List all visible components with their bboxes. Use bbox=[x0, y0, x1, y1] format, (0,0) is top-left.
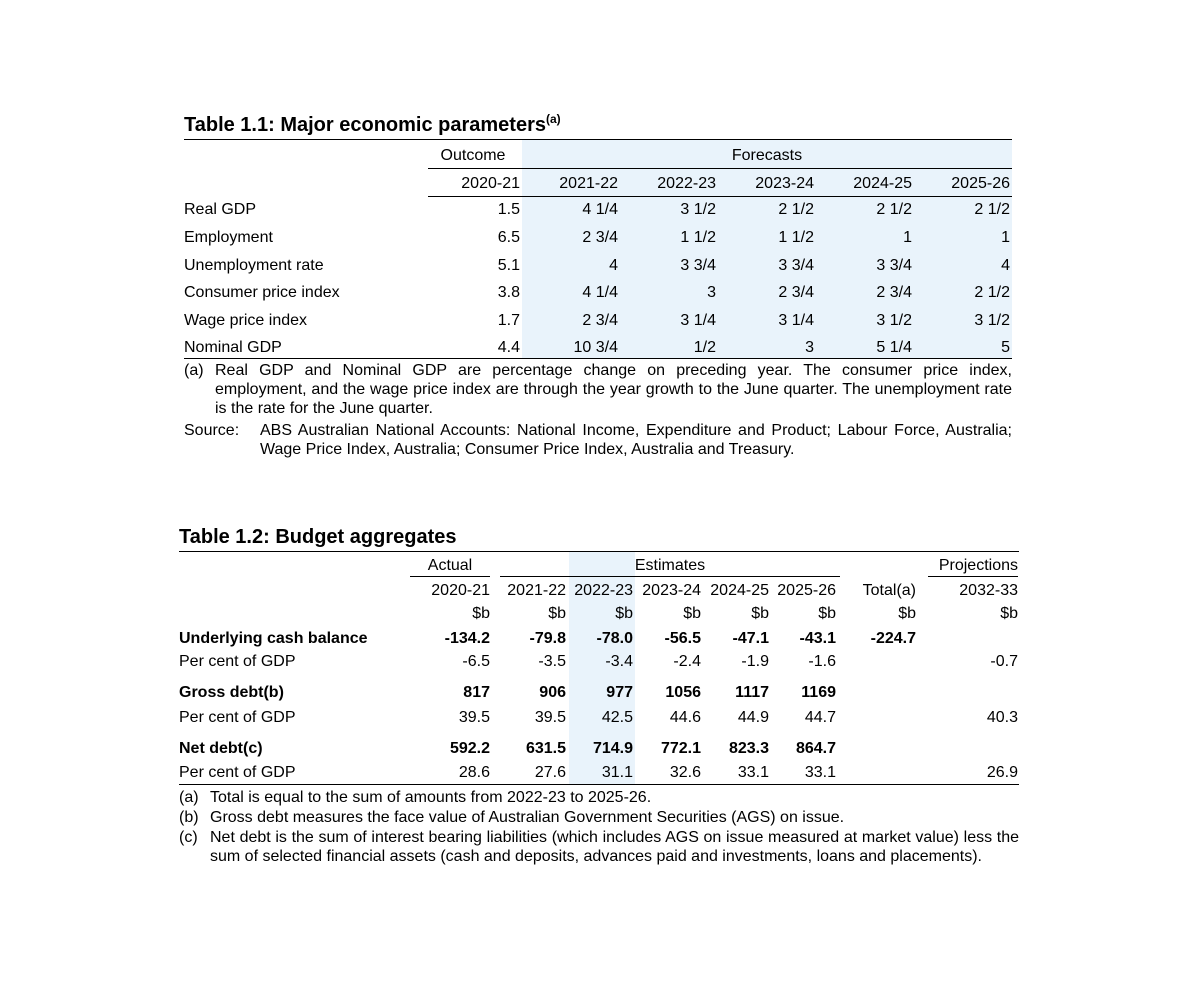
table2-row-label: Underlying cash balance bbox=[179, 630, 368, 647]
table2-year: 2032-33 bbox=[959, 582, 1018, 599]
table2-note-a bbox=[179, 788, 1019, 807]
table1-year: 2024-25 bbox=[853, 175, 912, 192]
table2-cell: -1.9 bbox=[741, 653, 769, 670]
table1-cell: 1.7 bbox=[497, 312, 520, 329]
table1-cell: 2 3/4 bbox=[876, 284, 912, 301]
table2-cell: 39.5 bbox=[458, 709, 490, 726]
table2-cell: -224.7 bbox=[870, 630, 916, 647]
table1-cell: 5.1 bbox=[497, 257, 520, 274]
table2-unit: $b bbox=[751, 605, 769, 622]
table1-row-label: Unemployment rate bbox=[184, 257, 324, 274]
table2-year: 2023-24 bbox=[642, 582, 701, 599]
table1-bottom-rule bbox=[184, 358, 1012, 359]
table2-cell: 40.3 bbox=[986, 709, 1018, 726]
table1-cell: 2 3/4 bbox=[582, 229, 618, 246]
table2-cell: 772.1 bbox=[660, 740, 701, 757]
table1-cell: 2 1/2 bbox=[974, 284, 1010, 301]
table1-cell: 3 1/2 bbox=[680, 201, 716, 218]
table1-group-outcome: Outcome bbox=[440, 147, 506, 164]
table1-cell: 1 bbox=[903, 229, 912, 246]
table1-cell: 3 1/4 bbox=[680, 312, 716, 329]
table2-cell: -79.8 bbox=[529, 630, 566, 647]
table1-cell: 2 1/2 bbox=[974, 201, 1010, 218]
table2-unit: $b bbox=[898, 605, 916, 622]
table2-cell: 1169 bbox=[801, 684, 836, 701]
table1-row-label: Real GDP bbox=[184, 201, 257, 218]
table2-actual-rule bbox=[410, 576, 490, 577]
table2-cell: 31.1 bbox=[601, 764, 633, 781]
table2-cell: 977 bbox=[606, 684, 633, 701]
table1-group-rule bbox=[428, 168, 1012, 169]
table2-cell: 592.2 bbox=[449, 740, 490, 757]
table1-cell: 1 1/2 bbox=[778, 229, 814, 246]
table2-cell: -2.4 bbox=[673, 653, 701, 670]
table1-cell: 3 bbox=[805, 339, 814, 356]
table2-unit: $b bbox=[1000, 605, 1018, 622]
table1-year: 2021-22 bbox=[559, 175, 618, 192]
table2-cell: 33.1 bbox=[804, 764, 836, 781]
table1-cell: 3 3/4 bbox=[876, 257, 912, 274]
table1-cell: 2 3/4 bbox=[582, 312, 618, 329]
table2-note-c-text: Net debt is the sum of interest bearing liabilities (which includes AGS on issue measured at market value) less the sum of selected financial assets (cash and deposits, advances paid and investments, loans and placements). bbox=[210, 829, 1019, 865]
table2-cell: -3.5 bbox=[538, 653, 566, 670]
table2-note-c bbox=[179, 828, 1019, 866]
table1-cell: 2 3/4 bbox=[778, 284, 814, 301]
table2-cell: 26.9 bbox=[986, 764, 1018, 781]
table1-source-label: Source: bbox=[184, 422, 240, 439]
table2-year: 2020-21 bbox=[431, 582, 490, 599]
table1-cell: 3 3/4 bbox=[680, 257, 716, 274]
table2-cell: 823.3 bbox=[728, 740, 769, 757]
table2-cell: 28.6 bbox=[458, 764, 490, 781]
table2-cell: -6.5 bbox=[462, 653, 490, 670]
table1-year: 2025-26 bbox=[951, 175, 1010, 192]
table2-row-label: Per cent of GDP bbox=[179, 653, 296, 670]
table2-group-estimates: Estimates bbox=[634, 557, 706, 574]
table2-cell: 906 bbox=[539, 684, 566, 701]
table2-cell: -134.2 bbox=[444, 630, 490, 647]
table1-row-label: Employment bbox=[184, 229, 273, 246]
table2-group-projections: Projections bbox=[938, 557, 1018, 574]
table2-cell: 33.1 bbox=[737, 764, 769, 781]
table2-unit: $b bbox=[818, 605, 836, 622]
table2-note-b-text: Gross debt measures the face value of Australian Government Securities (AGS) on issue. bbox=[210, 809, 845, 826]
table1-note-a bbox=[184, 361, 1012, 418]
table1-cell: 4 bbox=[1001, 257, 1010, 274]
table2-cell: 42.5 bbox=[601, 709, 633, 726]
table1-source bbox=[184, 421, 1012, 459]
table2-title: Table 1.2: Budget aggregates bbox=[179, 526, 457, 548]
table1-cell: 4 bbox=[609, 257, 618, 274]
table2-cell: 864.7 bbox=[795, 740, 836, 757]
table2-year: 2025-26 bbox=[777, 582, 836, 599]
table2-cell: 1056 bbox=[665, 684, 701, 701]
table2-note-b bbox=[179, 808, 1019, 827]
table2-unit: $b bbox=[683, 605, 701, 622]
table2-cell: 39.5 bbox=[534, 709, 566, 726]
table1-cell: 2 1/2 bbox=[876, 201, 912, 218]
table2-cell: 631.5 bbox=[525, 740, 566, 757]
table2-cell: 27.6 bbox=[534, 764, 566, 781]
table1-cell: 3.8 bbox=[497, 284, 520, 301]
table2-cell: -43.1 bbox=[799, 630, 836, 647]
table2-cell: 44.9 bbox=[737, 709, 769, 726]
table2-cell: 44.7 bbox=[804, 709, 836, 726]
table2-year: Total(a) bbox=[862, 582, 916, 599]
table1-cell: 4 1/4 bbox=[582, 284, 618, 301]
table1-cell: 3 1/2 bbox=[876, 312, 912, 329]
table1-year: 2022-23 bbox=[657, 175, 716, 192]
table2-note-c-label: (c) bbox=[179, 829, 198, 846]
table1-cell: 3 1/2 bbox=[974, 312, 1010, 329]
table1-cell: 6.5 bbox=[497, 229, 520, 246]
table2-cell: 32.6 bbox=[669, 764, 701, 781]
table2-projections-rule bbox=[928, 576, 1018, 577]
table1-cell: 1 1/2 bbox=[680, 229, 716, 246]
table2-estimates-rule bbox=[500, 576, 840, 577]
table1-row-label: Nominal GDP bbox=[184, 339, 282, 356]
table1-year-rule bbox=[428, 196, 1012, 197]
table1-year: 2023-24 bbox=[755, 175, 814, 192]
table1-row-label: Consumer price index bbox=[184, 284, 340, 301]
table2-row-label: Per cent of GDP bbox=[179, 709, 296, 726]
table1-cell: 1/2 bbox=[693, 339, 716, 356]
table2-unit: $b bbox=[615, 605, 633, 622]
table2-group-actual: Actual bbox=[427, 557, 473, 574]
table1-title: Table 1.1: Major economic parameters$^{(a)}$ bbox=[184, 112, 561, 136]
table2-row-label: Gross debt(b) bbox=[179, 684, 284, 701]
table1-source-text: ABS Australian National Accounts: National Income, Expenditure and Product; Labour Force, Australia; Wage Price Index, Australia; Consumer Price Index, Australia and Treasury. bbox=[260, 422, 1012, 458]
table2-row-label: Per cent of GDP bbox=[179, 764, 296, 781]
table2-cell: 44.6 bbox=[669, 709, 701, 726]
table1-year: 2020-21 bbox=[461, 175, 520, 192]
table1-cell: 2 1/2 bbox=[778, 201, 814, 218]
table2-cell: -56.5 bbox=[664, 630, 701, 647]
table1-group-forecasts: Forecasts bbox=[731, 147, 803, 164]
table1-cell: 3 1/4 bbox=[778, 312, 814, 329]
table2-unit: $b bbox=[472, 605, 490, 622]
table1-cell: 3 3/4 bbox=[778, 257, 814, 274]
table1-cell: 4 1/4 bbox=[582, 201, 618, 218]
table2-unit: $b bbox=[548, 605, 566, 622]
table1-cell: 5 bbox=[1001, 339, 1010, 356]
table2-bottom-rule bbox=[179, 784, 1019, 785]
table1-cell: 4.4 bbox=[497, 339, 520, 356]
table1-note-a-label: (a) bbox=[184, 362, 204, 379]
table2-note-a-label: (a) bbox=[179, 789, 199, 806]
table2-cell: -1.6 bbox=[808, 653, 836, 670]
table2-note-a-text: Total is equal to the sum of amounts from 2022-23 to 2025-26. bbox=[210, 789, 652, 806]
table2-row-label: Net debt(c) bbox=[179, 740, 263, 757]
table1-cell: 10 3/4 bbox=[573, 339, 618, 356]
table1-cell: 3 bbox=[707, 284, 716, 301]
table1-note-a-text: Real GDP and Nominal GDP are percentage change on preceding year. The consumer price index, employment, and the wage price index are through the year growth to the June quarter. The unemployment rate is the rate for the June quarter. bbox=[215, 362, 1012, 417]
table2-year: 2021-22 bbox=[507, 582, 566, 599]
table2-cell: -78.0 bbox=[596, 630, 633, 647]
table2-year: 2024-25 bbox=[710, 582, 769, 599]
table1-cell: 1 bbox=[1001, 229, 1010, 246]
table1-cell: 5 1/4 bbox=[876, 339, 912, 356]
table2-cell: 817 bbox=[463, 684, 490, 701]
table2-cell: -47.1 bbox=[732, 630, 769, 647]
table2-year: 2022-23 bbox=[574, 582, 633, 599]
table2-cell: 1117 bbox=[735, 684, 769, 701]
table1-cell: 1.5 bbox=[497, 201, 520, 218]
table2-cell: -0.7 bbox=[990, 653, 1018, 670]
table2-cell: -3.4 bbox=[605, 653, 633, 670]
table2-cell: 714.9 bbox=[592, 740, 633, 757]
table1-row-label: Wage price index bbox=[184, 312, 308, 329]
table2-note-b-label: (b) bbox=[179, 809, 199, 826]
